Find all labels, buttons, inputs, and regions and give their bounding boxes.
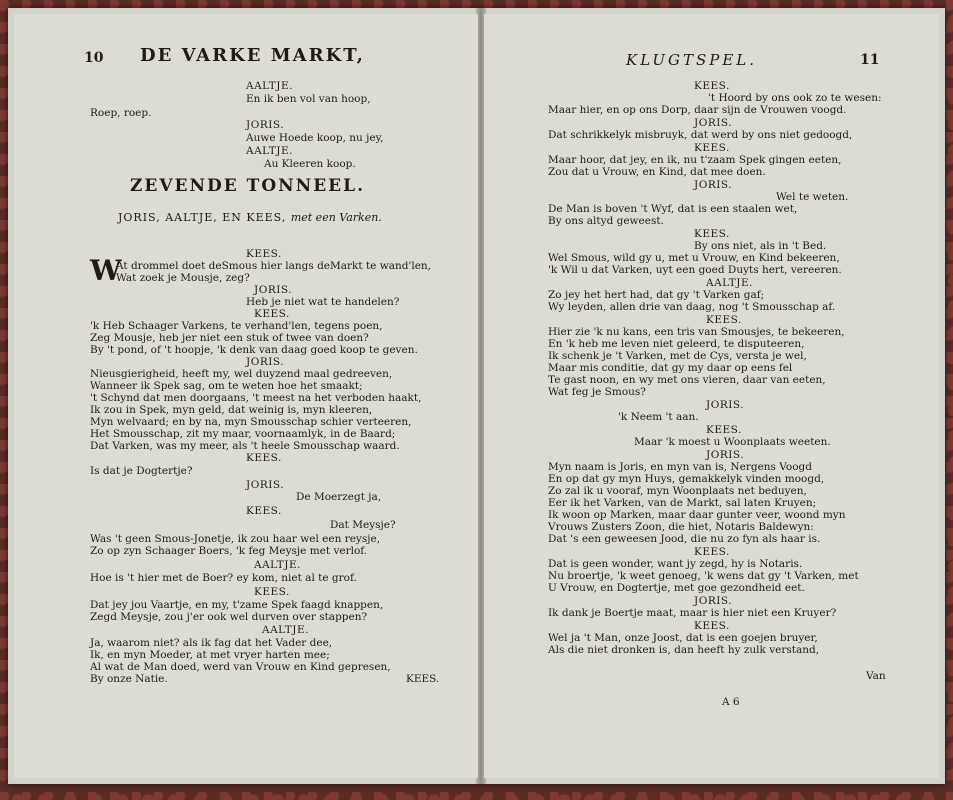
- left-text-line: Zegd Meysje, zou j'er ook wel durven over stappen?: [90, 611, 368, 623]
- scene-cast: [118, 212, 382, 224]
- right-text-line: KEES.: [694, 546, 730, 558]
- left-text-line: 'k Heb Schaager Varkens, te verhand'len, tegens poen,: [90, 320, 383, 332]
- right-text-line: Dat schrikkelyk misbruyk, dat werd by ons niet gedoogd,: [548, 129, 853, 141]
- right-text-line: JORIS.: [706, 399, 745, 411]
- signature-mark: A 6: [722, 696, 740, 708]
- left-text-line: JORIS.: [246, 356, 285, 368]
- left-text-line: Hoe is 't hier met de Boer? ey kom, niet al te grof.: [90, 572, 357, 584]
- left-text-line: AALTJE.: [246, 80, 293, 92]
- left-page: [14, 14, 478, 778]
- right-catchword: Van: [866, 670, 886, 682]
- right-text-line: Myn naam is Joris, en myn van is, Nergens Voogd: [548, 461, 812, 473]
- right-text-line: Zo zal ik u vooraf, myn Woonplaats net beduyen,: [548, 485, 807, 497]
- scene-title: ZEVENDE TONNEEL.: [130, 176, 365, 196]
- open-book: [8, 8, 945, 784]
- left-text-line: AALTJE.: [254, 559, 301, 571]
- right-text-line: Hier zie 'k nu kans, een tris van Smousjes, te bekeeren,: [548, 326, 845, 338]
- left-text-line: 't Schynd dat men doorgaans, 't meest na het verboden haakt,: [90, 392, 422, 404]
- right-text-line: Dat is geen wonder, want jy zegd, hy is Notaris.: [548, 558, 803, 570]
- left-text-line: En ik ben vol van hoop,: [246, 93, 371, 105]
- left-text-line: AALTJE.: [262, 624, 309, 636]
- right-text-line: KEES.: [694, 620, 730, 632]
- right-text-line: Maar 'k moest u Woonplaats weeten.: [634, 436, 831, 448]
- left-text-line: Dat Varken, was my meer, als 't heele Smousschap waard.: [90, 440, 400, 452]
- left-text-line: Zeg Mousje, heb jer niet een stuk of twee van doen?: [90, 332, 369, 344]
- right-text-line: 'k Wil u dat Varken, uyt een goed Duyts hert, vereeren.: [548, 264, 842, 276]
- left-text-line: KEES.: [254, 308, 290, 320]
- right-text-line: KEES.: [706, 424, 742, 436]
- right-text-line: Wel ja 't Man, onze Joost, dat is een goejen bruyer,: [548, 632, 818, 644]
- right-text-line: KEES.: [694, 228, 730, 240]
- right-text-line: Maar hoor, dat jey, en ik, nu t'zaam Spek gingen eeten,: [548, 154, 842, 166]
- left-text-line: Ik, en myn Moeder, at met vryer harten mee;: [90, 649, 330, 661]
- left-text-line: KEES.: [246, 505, 282, 517]
- right-text-line: Wel te weten.: [776, 191, 849, 203]
- right-text-line: JORIS.: [706, 449, 745, 461]
- right-text-line: En op dat gy myn Huys, gemakkelyk vinden moogd,: [548, 473, 825, 485]
- left-text-line: Wat zoek je Mousje, zeg?: [116, 272, 250, 284]
- right-text-line: KEES.: [694, 142, 730, 154]
- right-text-line: Zou dat u Vrouw, en Kind, dat mee doen.: [548, 166, 766, 178]
- right-text-line: 't Hoord by ons ook zo te wesen:: [708, 92, 882, 104]
- left-text-line: Zo op zyn Schaager Boers, 'k feg Meysje met verlof.: [90, 545, 368, 557]
- right-text-line: Te gast noon, en wy met ons vieren, daar van eeten,: [548, 374, 826, 386]
- right-text-line: Maar mis conditie, dat gy my daar op eens fel: [548, 362, 793, 374]
- left-text-line: Ja, waarom niet? als ik fag dat het Vader dee,: [90, 637, 333, 649]
- left-text-line: Auwe Hoede koop, nu jey,: [246, 132, 384, 144]
- left-text-line: Dat Meysje?: [330, 519, 396, 531]
- left-text-line: JORIS.: [254, 284, 293, 296]
- scene-cast-note: met een Varken.: [290, 211, 382, 224]
- right-text-line: Als die niet dronken is, dan heeft hy zulk verstand,: [548, 644, 820, 656]
- left-text-line: Het Smousschap, zit my maar, voornaamlyk, in de Baard;: [90, 428, 396, 440]
- left-text-line: Nieusgierigheid, heeft my, wel duyzend maal gedreeven,: [90, 368, 393, 380]
- left-page-number: 10: [84, 50, 104, 66]
- left-text-line: Heb je niet wat te handelen?: [246, 296, 400, 308]
- left-text-line: At drommel doet deSmous hier langs deMarkt te wand'len,: [116, 260, 432, 272]
- right-text-line: JORIS.: [694, 595, 733, 607]
- left-text-line: Is dat je Dogtertje?: [90, 465, 193, 477]
- right-running-head: KLUGTSPEL.: [626, 51, 758, 69]
- left-text-line: Ik zou in Spek, myn geld, dat weinig is, myn kleeren,: [90, 404, 373, 416]
- left-text-line: Wanneer ik Spek sag, om te weten hoe het smaakt;: [90, 380, 363, 392]
- left-text-line: De Moerzegt ja,: [296, 491, 382, 503]
- left-text-line: By 't pond, of 't hoopje, 'k denk van daag goed koop te geven.: [90, 344, 418, 356]
- right-text-line: JORIS.: [694, 117, 733, 129]
- left-text-line: KEES.: [246, 248, 282, 260]
- right-page-text: [484, 14, 939, 778]
- left-text-line: Roep, roep.: [90, 107, 152, 119]
- right-text-line: Maar hier, en op ons Dorp, daar sijn de Vrouwen voogd.: [548, 104, 847, 116]
- right-text-line: Eer ik het Varken, van de Markt, sal laten Kruyen;: [548, 497, 817, 509]
- left-catchword: KEES.: [406, 673, 440, 685]
- left-text-line: Myn welvaard; en by na, myn Smousschap schier verteeren,: [90, 416, 412, 428]
- left-text-line: Dat jey jou Vaartje, en my, t'zame Spek faagd knappen,: [90, 599, 384, 611]
- right-text-line: Dat 's een geweesen Jood, die nu zo fyn als haar is.: [548, 533, 821, 545]
- right-text-line: KEES.: [694, 80, 730, 92]
- right-text-line: Ik woon op Marken, maar daar gunter veer, woond myn: [548, 509, 846, 521]
- left-text-line: KEES.: [254, 586, 290, 598]
- scene-cast-names: JORIS, AALTJE, EN KEES,: [118, 211, 287, 224]
- left-text-line: AALTJE.: [246, 145, 293, 157]
- right-text-line: Nu broertje, 'k weet genoeg, 'k wens dat gy 't Varken, met: [548, 570, 859, 582]
- left-text-line: JORIS.: [246, 479, 285, 491]
- right-text-line: By ons altyd geweest.: [548, 215, 664, 227]
- left-text-line: KEES.: [246, 452, 282, 464]
- left-text-line: JORIS.: [246, 119, 285, 131]
- right-text-line: Vrouws Zusters Zoon, die hiet, Notaris Baldewyn:: [548, 521, 814, 533]
- left-text-line: Was 't geen Smous-Jonetje, ik zou haar wel een reysje,: [90, 533, 381, 545]
- right-text-line: By ons niet, als in 't Bed.: [694, 240, 827, 252]
- right-page: [484, 14, 939, 778]
- right-page-number: 11: [860, 52, 880, 68]
- right-text-line: JORIS.: [694, 179, 733, 191]
- right-text-line: Ik schenk je 't Varken, met de Cys, versta je wel,: [548, 350, 807, 362]
- right-text-line: AALTJE.: [706, 277, 753, 289]
- right-text-line: Wy leyden, allen drie van daag, nog 't Smousschap af.: [548, 301, 836, 313]
- left-text-line: Al wat de Man doed, werd van Vrouw en Kind gepresen,: [90, 661, 391, 673]
- right-text-line: Zo jey het hert had, dat gy 't Varken gaf;: [548, 289, 765, 301]
- left-text-line: Au Kleeren koop.: [264, 158, 356, 170]
- right-text-line: Ik dank je Boertje maat, maar is hier niet een Kruyer?: [548, 607, 837, 619]
- left-page-text: [14, 14, 478, 778]
- right-text-line: U Vrouw, en Dogtertje, met goe gezondheid eet.: [548, 582, 805, 594]
- right-text-line: En 'k heb me leven niet geleerd, te disputeeren,: [548, 338, 805, 350]
- right-text-line: Wat feg je Smous?: [548, 386, 646, 398]
- right-text-line: De Man is boven 't Wyf, dat is een staalen wet,: [548, 203, 798, 215]
- left-text-line: By onze Natie.: [90, 673, 168, 685]
- left-running-head: DE VARKE MARKT,: [140, 45, 365, 66]
- right-text-line: 'k Neem 't aan.: [618, 411, 699, 423]
- right-text-line: KEES.: [706, 314, 742, 326]
- right-text-line: Wel Smous, wild gy u, met u Vrouw, en Kind bekeeren,: [548, 252, 840, 264]
- drop-cap: W: [90, 254, 122, 287]
